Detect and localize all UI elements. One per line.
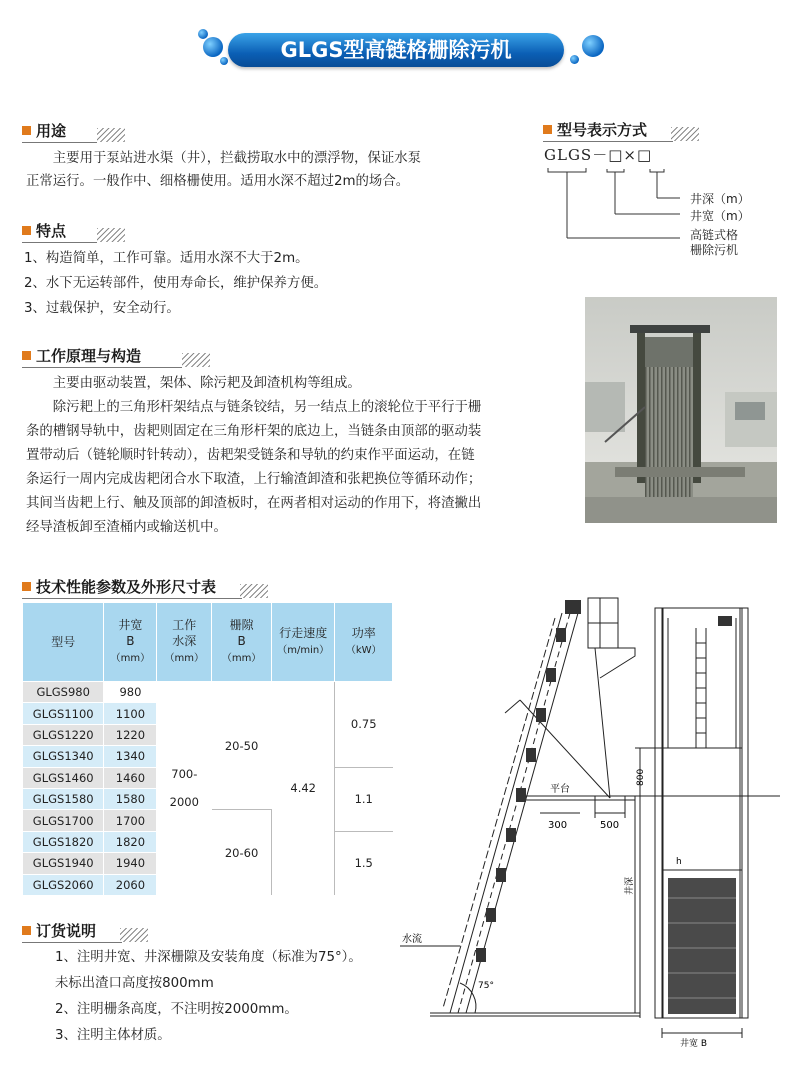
label-water-flow: 水流 — [402, 934, 422, 945]
heading-hatch — [120, 928, 148, 942]
heading-underline — [543, 141, 673, 142]
table-row: GLGS1340 1340 — [23, 746, 393, 767]
col-header-power: 功率 （kW） — [335, 603, 393, 682]
decor-bubble-left-tiny — [220, 57, 228, 65]
heading-hatch — [97, 228, 125, 242]
usage-line-1: 主要用于泵站进水渠（井），拦截捞取水中的漂浮物，保证水泵 — [52, 151, 422, 166]
order-line-4: 3、注明主体材质。 — [55, 1028, 171, 1043]
table-header-row — [23, 603, 393, 682]
gap-cell-2: 20-60 — [212, 810, 272, 896]
model-label-depth: 井深（m） — [690, 192, 750, 206]
order-line-2: 未标出渣口高度按800mm — [55, 976, 214, 991]
principle-line-6: 其间当齿耙上行、触及顶部的卸渣板时，在两者相对运动的作用下，将渣撇出 — [26, 496, 482, 511]
section-heading-table: 技术性能参数及外形尺寸表 — [22, 575, 282, 597]
principle-line-5: 条运行一周内完成齿耙闭合水下取渣，上行输渣卸渣和张耙换位等循环动作； — [26, 472, 482, 487]
principle-line-7: 经导渣板卸至渣桶内或输送机中。 — [26, 520, 227, 535]
table-row: GLGS2060 2060 — [23, 874, 393, 895]
col-header-speed: 行走速度 （m/min） — [271, 603, 334, 682]
col-header-model: 型号 — [23, 603, 104, 682]
bullet-square-icon — [22, 226, 31, 235]
spec-table — [22, 602, 393, 896]
col-header-gap: 栅隙 B （mm） — [212, 603, 272, 682]
order-line-1: 1、注明井宽、井深栅隙及安装角度（标准为75°）。 — [55, 950, 362, 965]
heading-underline — [22, 598, 242, 599]
heading-underline — [22, 942, 122, 943]
decor-bubble-right-small — [570, 55, 579, 64]
label-well-width: 井宽 B — [680, 1039, 708, 1048]
table-row: GLGS1940 1940 — [23, 853, 393, 874]
section-heading-order: 订货说明 — [22, 919, 162, 941]
table-row: GLGS1100 1100 — [23, 703, 393, 724]
label-dim-300: 300 — [548, 820, 568, 831]
bullet-square-icon — [22, 351, 31, 360]
power-cell-2: 1.1 — [335, 767, 393, 831]
gap-cell-1: 20-50 — [212, 682, 272, 810]
model-code: GLGS－□×□ — [544, 146, 653, 164]
principle-line-2: 除污耙上的三角形杆架结点与链条铰结，另一结点上的滚轮位于平行于栅 — [52, 400, 482, 415]
table-row: GLGS1820 1820 1.5 — [23, 831, 393, 852]
decor-bubble-right-large — [582, 35, 604, 57]
bullet-square-icon — [543, 125, 552, 134]
table-row: GLGS1460 1460 1.1 — [23, 767, 393, 788]
table-row: GLGS980 980 700- 2000 20-50 4.42 0.75 — [23, 682, 393, 703]
heading-hatch — [97, 128, 125, 142]
power-cell-1: 0.75 — [335, 682, 393, 768]
section-heading-usage: 用途 — [22, 119, 182, 141]
engineering-drawing — [400, 588, 790, 1048]
speed-cell: 4.42 — [271, 682, 334, 896]
principle-line-4: 置带动后（链轮顺时针转动），齿耙架受链条和导轨的约束作平面运动，在链 — [26, 448, 475, 463]
heading-hatch — [182, 353, 210, 367]
decor-bubble-left-small — [198, 29, 208, 39]
table-row: GLGS1580 1580 — [23, 788, 393, 809]
section-heading-principle: 工作原理与构造 — [22, 344, 222, 366]
model-label-type-2: 栅除污机 — [690, 243, 739, 257]
bullet-square-icon — [22, 926, 31, 935]
feature-item-2: 2、水下无运转部件，使用寿命长，维护保养方便。 — [24, 276, 328, 291]
usage-line-2: 正常运行。一般作中、细格栅使用。适用水深不超过2m的场合。 — [26, 174, 410, 189]
heading-underline — [22, 367, 182, 368]
order-line-3: 2、注明栅条高度，不注明按2000mm。 — [55, 1002, 298, 1017]
principle-line-1: 主要由驱动装置，架体、除污耙及卸渣机构等组成。 — [52, 376, 361, 391]
heading-hatch — [240, 584, 268, 598]
page-title: GLGS型高链格栅除污机 — [228, 33, 564, 67]
section-heading-features: 特点 — [22, 219, 182, 241]
label-h: h — [676, 857, 682, 867]
bullet-square-icon — [22, 126, 31, 135]
machine-photo — [585, 297, 777, 523]
feature-item-3: 3、过载保护，安全动行。 — [24, 301, 180, 316]
principle-line-3: 条的槽钢导轨中，齿耙则固定在三角形杆架的底边上，当链条由顶部的驱动装 — [26, 424, 482, 439]
label-angle: 75° — [478, 981, 494, 991]
section-heading-model: 型号表示方式 — [543, 118, 693, 140]
table-row: GLGS1220 1220 — [23, 724, 393, 745]
col-header-depth: 工作 水深 （mm） — [157, 603, 212, 682]
label-dim-800: 800 — [636, 768, 646, 786]
feature-item-1: 1、构造简单，工作可靠。适用水深不大于2m。 — [24, 251, 309, 266]
heading-underline — [22, 242, 97, 243]
heading-underline — [22, 142, 97, 143]
depth-cell: 700- 2000 — [157, 682, 212, 896]
model-label-width: 井宽（m） — [690, 209, 750, 223]
label-well-depth: 井深 — [625, 876, 635, 895]
label-platform: 平台 — [550, 784, 570, 795]
table-row: GLGS1700 1700 20-60 — [23, 810, 393, 831]
label-dim-500: 500 — [600, 820, 620, 831]
model-label-type-1: 高链式格 — [690, 228, 739, 242]
bullet-square-icon — [22, 582, 31, 591]
heading-hatch — [671, 127, 699, 141]
decor-bubble-left-large — [203, 37, 223, 57]
col-header-width: 井宽 B （mm） — [104, 603, 157, 682]
power-cell-3: 1.5 — [335, 831, 393, 895]
